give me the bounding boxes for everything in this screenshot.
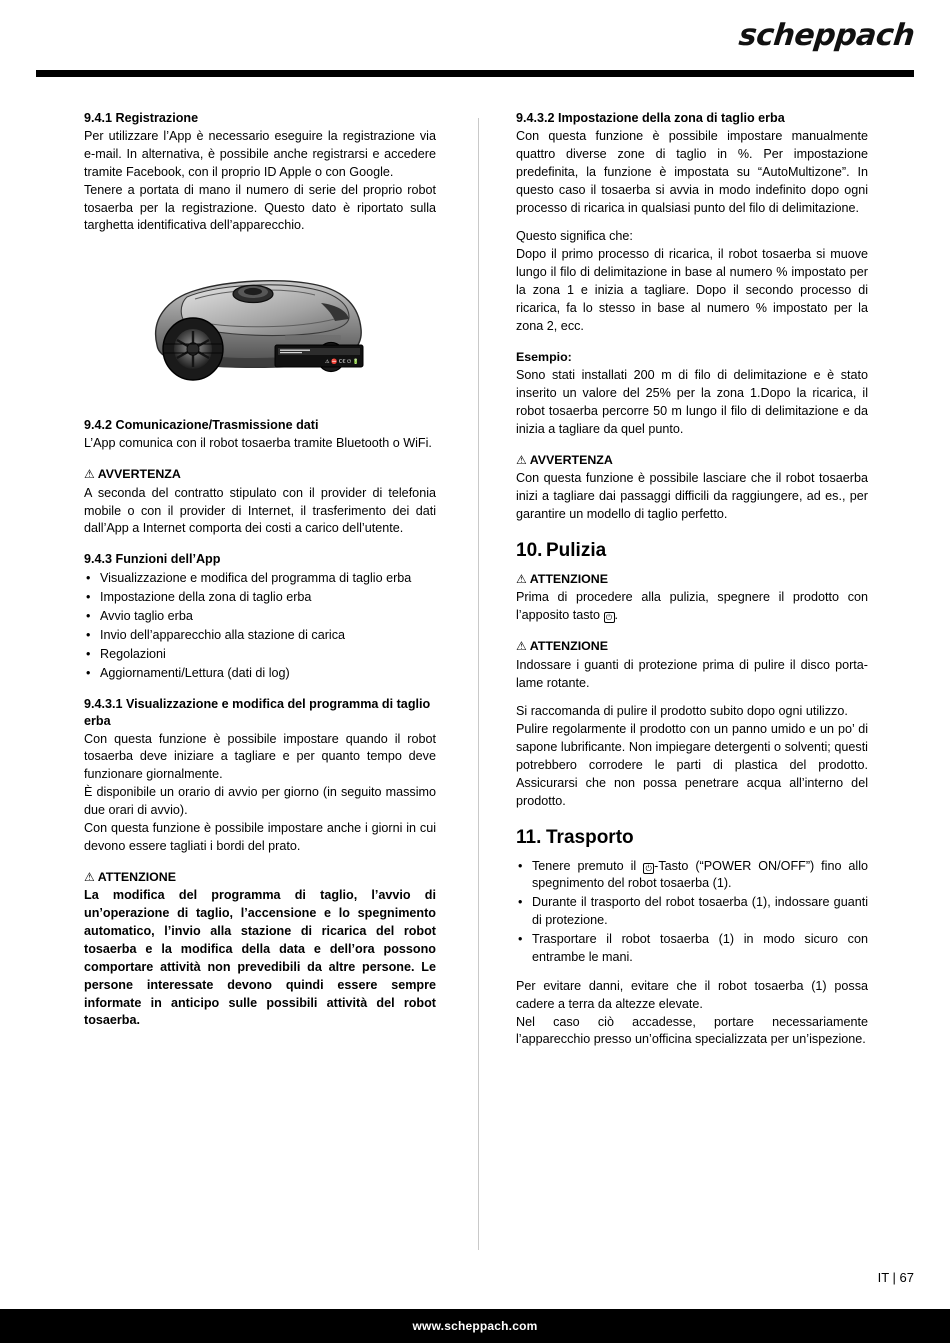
chapter-number-11: 11.: [516, 826, 542, 848]
warning-label-text: AVVERTENZA: [529, 452, 613, 467]
page-header: [0, 0, 950, 78]
caution-label-attenzione-3: [516, 638, 868, 656]
transport-item-1-post: -Tasto (“POWER ON/OFF”) fino allo spegnimento del robot tosaerba (1).: [532, 858, 868, 891]
example-label: Esempio:: [516, 349, 572, 364]
paragraph-9-4-3-1-c: Con questa funzione è possibile impostare anche i giorni in cui devono essere tagliati i bordi del prato.: [84, 820, 436, 853]
caution-paragraph-3: Indossare i guanti di protezione prima di pulire il disco porta-lame rotante.: [516, 657, 868, 690]
app-functions-list: [84, 570, 436, 682]
power-button-icon: ⏻: [643, 863, 654, 874]
paragraph-9-4-3-2-a: Con questa funzione è possibile impostare manualmente quattro diverse zone di taglio in %. Per impostazione predefinita, la funzione è impostata su “AutoMultizone”. In questo caso il tosaerba si avvia in modo indefinito dopo ogni processo di ricarica in qualsiasi punto del filo di delimitazione.: [516, 129, 868, 215]
caution-paragraph-2-text: Prima di procedere alla pulizia, spegnere il prodotto con l’apposito tasto: [516, 590, 868, 623]
rating-plate: [275, 345, 363, 367]
example-paragraph: Sono stati installati 200 m di filo di delimitazione e è stato inserito un valore del 25% per la zona 1.Dopo la ricarica, il robot tosaerba percorre 50 m lungo il filo di delimitazione e da inizia a tagliare da quel punto.: [516, 368, 868, 436]
page-content: [84, 110, 874, 1250]
section-heading-9-4-3: 9.4.3 Funzioni dell’App: [84, 552, 221, 567]
caution-paragraph-2-period: .: [614, 608, 619, 623]
section-heading-9-4-2: 9.4.2 Comunicazione/Trasmissione dati: [84, 418, 319, 433]
paragraph-9-4-2: L’App comunica con il robot tosaerba tramite Bluetooth o WiFi.: [84, 436, 432, 451]
transport-paragraph-1: Per evitare danni, evitare che il robot tosaerba (1) possa cadere a terra da altezze elevate.: [516, 978, 868, 1011]
caution-label-attenzione-2: [516, 571, 868, 589]
brand-logo: scheppach: [736, 18, 916, 53]
left-column: [84, 110, 436, 1030]
robot-mower-illustration: [135, 249, 385, 399]
caution-label-text: ATTENZIONE: [529, 571, 608, 586]
warning-label-avvertenza-2: [516, 452, 868, 470]
section-heading-9-4-3-2: 9.4.3.2 Impostazione della zona di taglio erba: [516, 111, 785, 125]
warning-triangle-icon: ⚠: [84, 467, 95, 482]
list-item: • Visualizzazione e modifica del programma di taglio erba: [100, 570, 436, 588]
footer-website: www.scheppach.com: [412, 1319, 538, 1333]
warning-paragraph-1: A seconda del contratto stipulato con il provider di telefonia mobile o con il provider di Internet, il trasferimento dei dati dall’App a Internet comporta dei costi a carico dell’utente.: [84, 485, 436, 536]
paragraph-9-4-1-a: Per utilizzare l’App è necessario eseguire la registrazione via e-mail. In alternativa, è possibile anche registrarsi e accedere tramite Facebook, con il proprio ID Apple o con Google.: [84, 129, 436, 179]
chapter-title-10: Pulizia: [546, 539, 607, 561]
power-button-icon: ⏻: [604, 612, 615, 623]
transport-item-1-pre: Tenere premuto il: [532, 858, 637, 873]
paragraph-9-4-3-1-b: È disponibile un orario di avvio per giorno (in seguito massimo due orari di avvio).: [84, 785, 436, 818]
caution-triangle-icon: ⚠: [516, 571, 527, 586]
warning-triangle-icon: ⚠: [516, 452, 527, 467]
footer-bar: [0, 1309, 950, 1343]
section-heading-9-4-1: 9.4.1 Registrazione: [84, 111, 199, 125]
list-item: • Avvio taglio erba: [100, 608, 436, 626]
list-item: [532, 858, 868, 894]
list-item: • Impostazione della zona di taglio erba: [100, 589, 436, 607]
transport-paragraph-2: Nel caso ciò accadesse, portare necessariamente l’apparecchio presso un’officina specializzata per un’ispezione.: [516, 1014, 868, 1047]
cleaning-paragraph-2: Pulire regolarmente il prodotto con un panno umido e un po’ di sapone lubrificante. Non impiegare detergenti o solventi; questi potrebbero corrodere le parti di plastica del prodotto. Assicurarsi che non possa penetrare acqua all’interno del prodotto.: [516, 722, 868, 808]
list-item: • Trasportare il robot tosaerba (1) in modo sicuro con entrambe le mani.: [532, 931, 868, 967]
caution-label-text: ATTENZIONE: [529, 639, 608, 654]
paragraph-9-4-3-1-a: Con questa funzione è possibile impostare quando il robot tosaerba deve iniziare a tagliare e per quanto tempo deve funzionare giornalmente.: [84, 731, 436, 782]
column-divider: [478, 118, 479, 1250]
warning-label-avvertenza-1: [84, 466, 436, 484]
list-item: • Regolazioni: [100, 646, 436, 664]
transport-list: [516, 858, 868, 967]
page-number: IT | 67: [877, 1270, 914, 1285]
caution-label-attenzione-1: [84, 869, 436, 887]
svg-text:⚠ ⛔ C€ ⏻ 🔋: ⚠ ⛔ C€ ⏻ 🔋: [325, 359, 359, 366]
caution-paragraph-1: La modifica del programma di taglio, l’avvio di un’operazione di taglio, l’accensione e lo spegnimento automatico, l’invio alla stazione di ricarica del robot tosaerba e la modifica della data e dell’ora possono comportare attività non prevedibili da altre persone. Le persone interessate devono quindi essere sempre informate in anticipo sulle possibili attività del robot tosaerba.: [84, 888, 436, 1028]
chapter-heading-10: [516, 540, 868, 563]
caution-label-text: ATTENZIONE: [97, 869, 176, 884]
right-column: [516, 110, 868, 1049]
section-heading-9-4-3-1: 9.4.3.1 Visualizzazione e modifica del programma di taglio erba: [84, 696, 431, 728]
header-divider-rule: [36, 70, 914, 77]
caution-paragraph-2: [516, 589, 868, 625]
caution-triangle-icon: ⚠: [516, 639, 527, 654]
cleaning-paragraph-1: Si raccomanda di pulire il prodotto subito dopo ogni utilizzo.: [516, 704, 848, 719]
list-item: • Durante il trasporto del robot tosaerba (1), indossare guanti di protezione.: [532, 894, 868, 930]
paragraph-9-4-1-b: Tenere a portata di mano il numero di serie del proprio robot tosaerba per la registrazione. Questo dato è riportato sulla targhetta identificativa dell’apparecchio.: [84, 182, 436, 233]
robot-mower-figure: [84, 249, 436, 409]
chapter-title-11: Trasporto: [546, 826, 634, 848]
warning-paragraph-2: Con questa funzione è possibile lasciare che il robot tosaerba inizi a tagliare dai passaggi difficili da raggiungere, ad es., per garantire un modello di taglio perfetto.: [516, 471, 868, 522]
chapter-heading-11: [516, 827, 868, 850]
list-item: • Invio dell’apparecchio alla stazione di carica: [100, 627, 436, 645]
paragraph-9-4-3-2-b: Questo significa che:: [516, 229, 633, 244]
chapter-number-10: 10.: [516, 539, 543, 561]
warning-label-text: AVVERTENZA: [97, 467, 181, 482]
paragraph-9-4-3-2-c: Dopo il primo processo di ricarica, il robot tosaerba si muove lungo il filo di delimitazione in base al numero % impostato per la zona 1 e inizia a tagliare. Dopo il secondo processo di ricarica, fa lo stesso in base al numero % impostato per la zona 2, ecc.: [516, 247, 868, 333]
caution-triangle-icon: ⚠: [84, 869, 95, 884]
list-item: • Aggiornamenti/Lettura (dati di log): [100, 665, 436, 683]
